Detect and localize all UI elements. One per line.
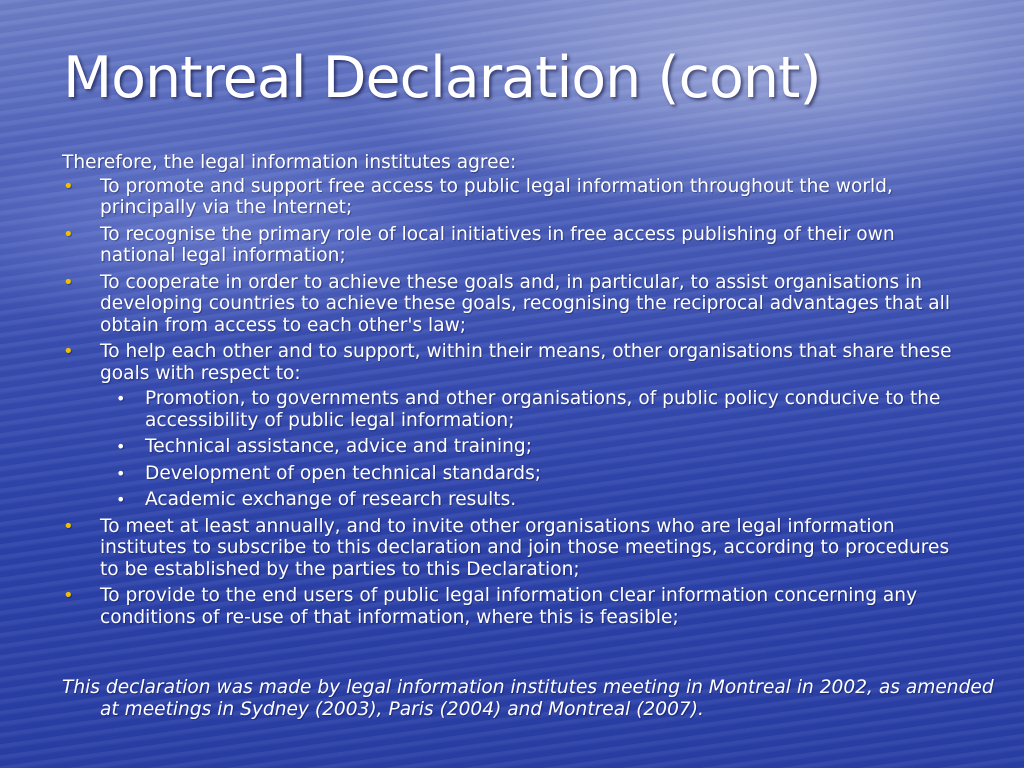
bullet-list	[62, 176, 967, 629]
bullet-icon: •	[63, 515, 74, 537]
slide-title: Montreal Declaration (cont)	[63, 45, 821, 111]
list-item	[62, 272, 967, 337]
sub-list-item-text: Development of open technical standards;	[145, 462, 542, 484]
list-item-text: To provide to the end users of public legal information clear information concerning any conditions of re-use of that information, where this is feasible;	[100, 585, 918, 628]
bullet-icon: •	[63, 175, 74, 197]
list-item	[62, 224, 967, 267]
sub-bullet-icon: •	[116, 437, 126, 456]
list-item-text: To help each other and to support, within their means, other organisations that share these goals with respect to:	[100, 341, 952, 384]
bullet-icon: •	[63, 341, 74, 362]
sub-bullet-list	[100, 388, 967, 511]
sub-list-item-text: Promotion, to governments and other organisations, of public policy conducive to the accessibility of public legal information;	[145, 388, 941, 431]
list-item	[62, 341, 967, 511]
sub-bullet-icon: •	[116, 463, 126, 483]
sub-list-item	[100, 489, 967, 511]
list-item-text: To meet at least annually, and to invite other organisations who are legal information institutes to subscribe to this declaration and join those meetings, according to procedures to be established by the parties to this Declaration;	[100, 515, 950, 580]
footnote: This declaration was made by legal information institutes meeting in Montreal in 2002, as amended at meetings in Sydney (2003), Paris (2004) and Montreal (2007).	[62, 677, 994, 720]
intro-text: Therefore, the legal information institutes agree:	[62, 152, 517, 173]
sub-bullet-icon: •	[116, 389, 126, 408]
bullet-icon: •	[63, 585, 74, 606]
sub-bullet-icon: •	[116, 490, 126, 509]
list-item-text: To cooperate in order to achieve these goals and, in particular, to assist organisations in developing countries to achieve these goals, recognising the reciprocal advantages that all obtain from access to each other's law;	[100, 271, 951, 336]
slide-body	[62, 152, 967, 633]
list-item	[62, 176, 967, 219]
sub-list-item	[100, 436, 967, 458]
sub-list-item-text: Academic exchange of research results.	[145, 489, 517, 510]
sub-list-item	[100, 463, 967, 485]
sub-list-item	[100, 388, 967, 431]
sub-list-item-text: Technical assistance, advice and training;	[145, 436, 532, 457]
list-item	[62, 516, 967, 581]
list-item	[62, 585, 967, 628]
list-item-text: To recognise the primary role of local initiatives in free access publishing of their own national legal information;	[100, 223, 895, 266]
bullet-icon: •	[63, 223, 74, 245]
list-item-text: To promote and support free access to public legal information throughout the world, principally via the Internet;	[100, 175, 893, 218]
bullet-icon: •	[63, 271, 74, 293]
